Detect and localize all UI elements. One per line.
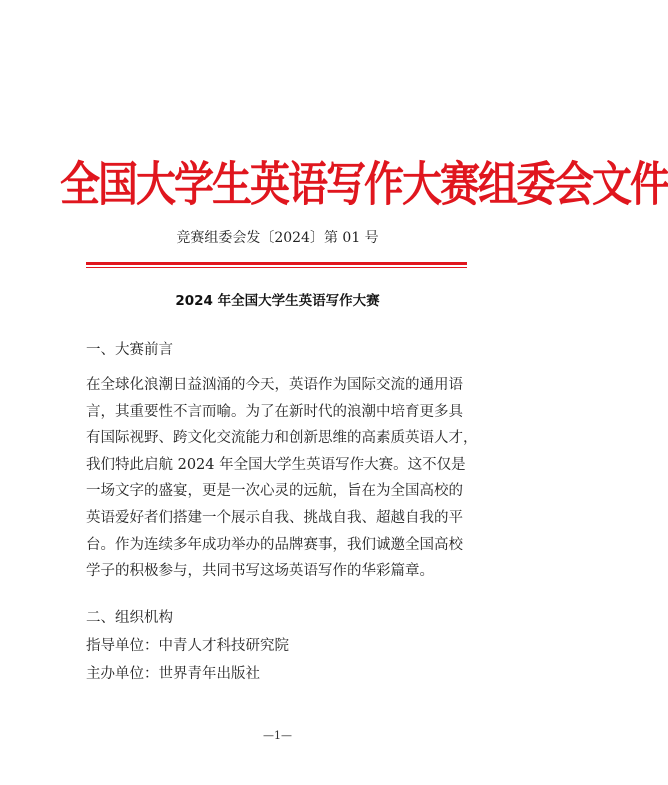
paragraph-line: 英语爱好者们搭建一个展示自我、挑战自我、超越自我的平 [86,509,463,526]
section-heading-preface: 一、大赛前言 [86,342,173,358]
host-unit: 主办单位：世界青年出版社 [86,666,260,682]
paragraph-line: 一场文字的盛宴，更是一次心灵的远航，旨在为全国高校的 [86,483,463,500]
paragraph-line: 学子的积极参与，共同书写这场英语写作的华彩篇章。 [86,563,434,580]
page-number: —1— [263,729,292,742]
paragraph-line: 言，其重要性不言而喻。为了在新时代的浪潮中培育更多具 [86,403,463,420]
document-title: 2024 年全国大学生英语写作大赛 [175,293,380,309]
guide-unit: 指导单位：中青人才科技研究院 [86,638,289,654]
paragraph-line: 在全球化浪潮日益汹涌的今天，英语作为国际交流的通用语 [86,377,463,393]
paragraph-line: 有国际视野、跨文化交流能力和创新思维的高素质英语人才， [86,430,478,447]
document-number: 竞赛组委会发〔2024〕第 01 号 [176,230,379,246]
org-masthead-title: 全国大学生英语写作大赛组委会文件 [60,157,668,213]
section-heading-organization: 二、组织机构 [86,610,173,626]
paragraph-line: 台。作为连续多年成功举办的品牌赛事，我们诚邀全国高校 [86,536,463,553]
preface-paragraph [86,372,486,585]
red-divider-thin [86,267,467,268]
red-divider-thick [86,262,467,265]
paragraph-line: 我们特此启航 2024 年全国大学生英语写作大赛。这不仅是 [86,456,466,473]
